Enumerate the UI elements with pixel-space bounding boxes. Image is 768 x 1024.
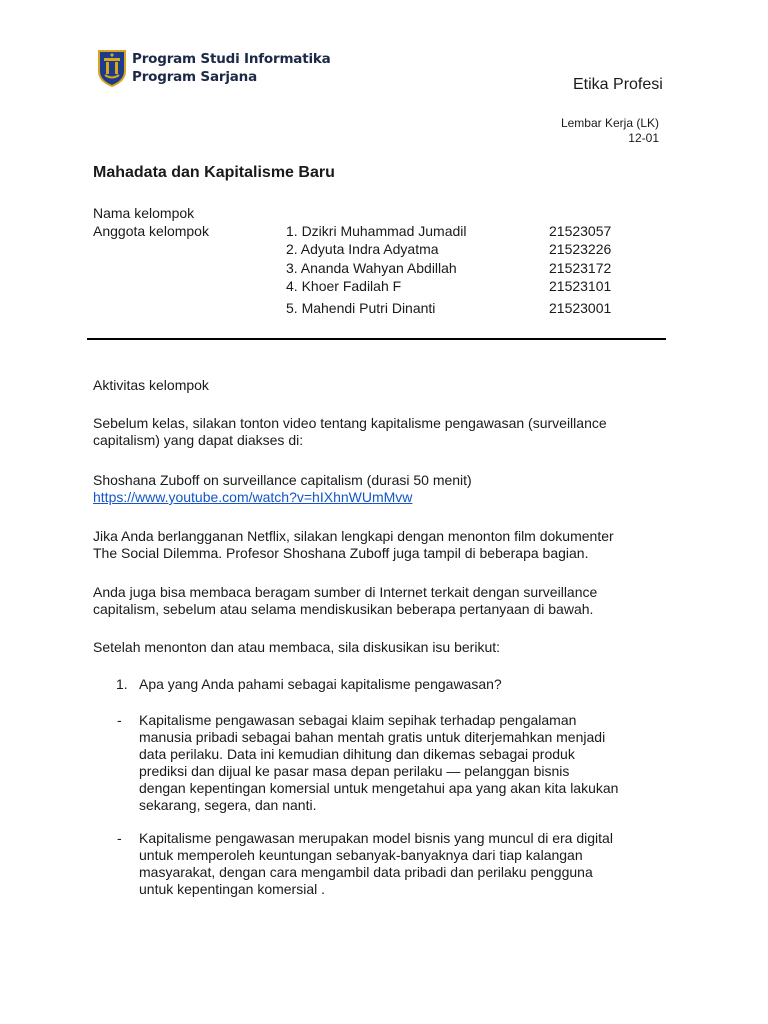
answer-line: untuk memperoleh keuntungan sebanyak-banyaknya dari tiap kalangan — [139, 847, 583, 863]
group-members-label: Anggota kelompok — [93, 223, 209, 239]
group-name-label: Nama kelompok — [93, 205, 195, 221]
university-logo-icon — [97, 49, 127, 87]
member-id: 21523057 — [549, 223, 612, 239]
answer-line: data perilaku. Data ini kemudian dihitung dan dikemas sebagai produk — [139, 746, 575, 762]
bullet-marker: - — [117, 830, 122, 846]
institution-name — [132, 50, 331, 86]
institution-line1: Program Studi Informatika — [132, 51, 331, 67]
video-title: Shoshana Zuboff on surveillance capitalism (durasi 50 menit) — [93, 472, 472, 488]
answer-paragraph-2 — [139, 830, 613, 898]
intro-paragraph — [93, 415, 693, 449]
answer-line: masyarakat, dengan cara mengambil data pribadi dan perilaku pengguna — [139, 864, 593, 880]
netflix-line: The Social Dilemma. Profesor Shoshana Zuboff juga tampil di beberapa bagian. — [93, 545, 589, 561]
sheet-label: Lembar Kerja (LK) — [560, 116, 659, 130]
course-name: Etika Profesi — [573, 76, 663, 93]
activity-heading: Aktivitas kelompok — [93, 377, 209, 393]
answer-line: manusia pribadi sebagai bahan mentah gratis untuk diterjemahkan menjadi — [139, 729, 606, 745]
member-name: 3. Ananda Wahyan Abdillah — [286, 260, 457, 276]
answer-line: Kapitalisme pengawasan sebagai klaim sepihak terhadap pengalaman — [139, 712, 577, 728]
bullet-marker: - — [117, 712, 122, 728]
question-text: Apa yang Anda pahami sebagai kapitalisme pengawasan? — [139, 676, 502, 692]
sheet-number: 12-01 — [628, 131, 659, 145]
video-reference — [93, 472, 693, 506]
member-name: 2. Adyuta Indra Adyatma — [286, 241, 439, 257]
answer-paragraph-1 — [139, 712, 618, 814]
discussion-prompt: Setelah menonton dan atau membaca, sila diskusikan isu berikut: — [93, 639, 501, 655]
reading-line: Anda juga bisa membaca beragam sumber di Internet terkait dengan surveillance — [93, 584, 598, 600]
intro-line: capitalism) yang dapat diakses di: — [93, 432, 304, 448]
answer-line: dengan kepentingan komersial untuk mengetahui apa yang akan kita lakukan — [139, 780, 619, 796]
answer-line: Kapitalisme pengawasan merupakan model bisnis yang muncul di era digital — [139, 830, 613, 846]
section-divider — [87, 338, 666, 340]
member-name: 1. Dzikri Muhammad Jumadil — [286, 223, 467, 239]
member-name: 5. Mahendi Putri Dinanti — [286, 300, 436, 316]
netflix-paragraph — [93, 528, 693, 562]
answer-line: untuk kepentingan komersial . — [139, 881, 325, 897]
netflix-line: Jika Anda berlangganan Netflix, silakan lengkapi dengan menonton film dokumenter — [93, 528, 614, 544]
intro-line: Sebelum kelas, silakan tonton video tentang kapitalisme pengawasan (surveillance — [93, 415, 607, 431]
answer-line: prediksi dan dijual ke pasar masa depan perilaku — pelanggan bisnis — [139, 763, 570, 779]
video-link[interactable]: https://www.youtube.com/watch?v=hIXhnWUmMvw — [93, 489, 413, 505]
question-number: 1. — [116, 676, 128, 692]
member-id: 21523001 — [549, 300, 612, 316]
reading-line: capitalism, sebelum atau selama mendiskusikan beberapa pertanyaan di bawah. — [93, 601, 594, 617]
answer-line: sekarang, segera, dan nanti. — [139, 797, 317, 813]
member-name: 4. Khoer Fadilah F — [286, 278, 402, 294]
sheet-info — [561, 116, 659, 146]
document-title: Mahadata dan Kapitalisme Baru — [93, 164, 335, 181]
member-id: 21523226 — [549, 241, 612, 257]
member-id: 21523172 — [549, 260, 612, 276]
member-id: 21523101 — [549, 278, 612, 294]
reading-paragraph — [93, 584, 693, 618]
institution-line2: Program Sarjana — [132, 69, 257, 85]
